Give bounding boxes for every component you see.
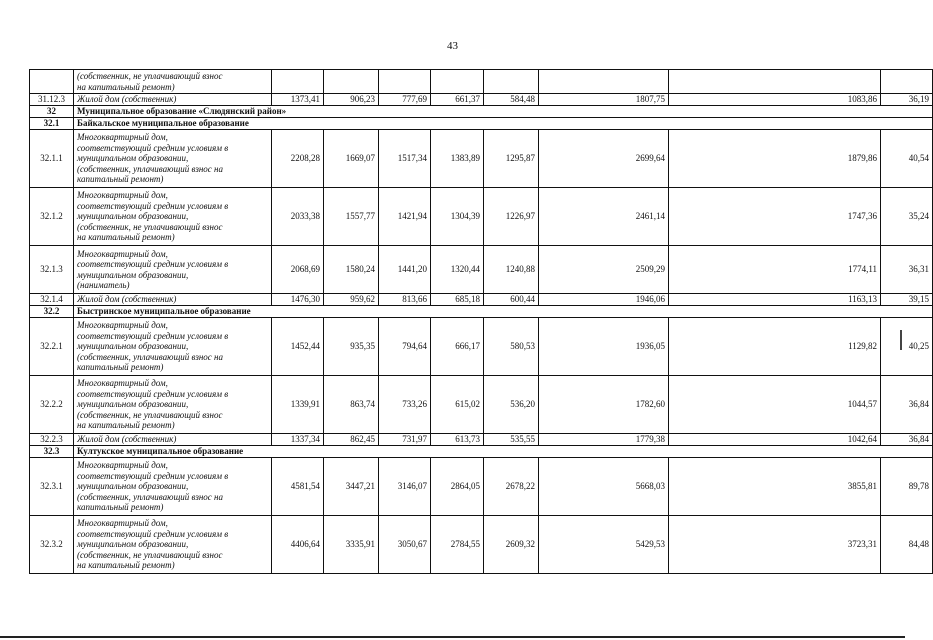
value-cell: 89,78 bbox=[881, 458, 933, 516]
value-cell: 863,74 bbox=[324, 376, 379, 434]
value-cell: 2864,05 bbox=[431, 458, 484, 516]
value-cell: 1044,57 bbox=[669, 376, 881, 434]
value-cell: 5429,53 bbox=[539, 516, 669, 574]
value-cell: 1747,36 bbox=[669, 188, 881, 246]
value-cell: 2784,55 bbox=[431, 516, 484, 574]
value-cell: 3146,07 bbox=[379, 458, 431, 516]
value-cell: 3855,81 bbox=[669, 458, 881, 516]
value-cell: 535,55 bbox=[484, 434, 539, 446]
value-cell bbox=[272, 70, 324, 94]
value-cell: 36,84 bbox=[881, 376, 933, 434]
value-cell bbox=[324, 70, 379, 94]
table-body bbox=[30, 70, 933, 574]
value-cell: 1339,91 bbox=[272, 376, 324, 434]
value-cell: 1517,34 bbox=[379, 130, 431, 188]
value-cell: 580,53 bbox=[484, 318, 539, 376]
value-cell: 36,84 bbox=[881, 434, 933, 446]
value-cell: 794,64 bbox=[379, 318, 431, 376]
value-cell bbox=[431, 70, 484, 94]
table-row bbox=[30, 376, 933, 434]
row-number: 32.2.2 bbox=[30, 376, 74, 434]
value-cell: 1320,44 bbox=[431, 246, 484, 294]
value-cell: 733,26 bbox=[379, 376, 431, 434]
housing-type-cell bbox=[74, 516, 272, 574]
row-number: 32.1.3 bbox=[30, 246, 74, 294]
value-cell: 4581,54 bbox=[272, 458, 324, 516]
value-cell: 661,37 bbox=[431, 94, 484, 106]
value-cell: 1163,13 bbox=[669, 294, 881, 306]
value-cell: 2068,69 bbox=[272, 246, 324, 294]
page-number: 43 bbox=[447, 40, 458, 52]
value-cell: 2509,29 bbox=[539, 246, 669, 294]
value-cell: 862,45 bbox=[324, 434, 379, 446]
scan-edge-mark bbox=[900, 330, 902, 350]
housing-type-text: Многоквартирный дом, соответствующий средним условиям в муниципальном образовании, (собственник, не уплачивающий взнос на капитальный ремонт) bbox=[77, 378, 229, 431]
housing-type-text: Жилой дом (собственник) bbox=[77, 94, 177, 105]
value-cell: 1476,30 bbox=[272, 294, 324, 306]
housing-type-text: Многоквартирный дом, соответствующий средним условиям в муниципальном образовании, (наниматель) bbox=[77, 248, 229, 290]
housing-type-cell bbox=[74, 246, 272, 294]
section-row bbox=[30, 446, 933, 458]
value-cell: 1042,64 bbox=[669, 434, 881, 446]
value-cell: 1779,38 bbox=[539, 434, 669, 446]
housing-type-cell bbox=[74, 94, 272, 106]
value-cell: 615,02 bbox=[431, 376, 484, 434]
scan-bottom-edge bbox=[0, 636, 905, 638]
value-cell: 40,54 bbox=[881, 130, 933, 188]
value-cell: 685,18 bbox=[431, 294, 484, 306]
value-cell: 2609,32 bbox=[484, 516, 539, 574]
section-title: Култукское муниципальное образование bbox=[74, 446, 933, 458]
section-row bbox=[30, 118, 933, 130]
value-cell: 35,24 bbox=[881, 188, 933, 246]
value-cell: 84,48 bbox=[881, 516, 933, 574]
value-cell: 1807,75 bbox=[539, 94, 669, 106]
table-row bbox=[30, 130, 933, 188]
value-cell: 1774,11 bbox=[669, 246, 881, 294]
value-cell: 3447,21 bbox=[324, 458, 379, 516]
housing-type-text: Жилой дом (собственник) bbox=[77, 434, 177, 445]
row-number: 32.1.1 bbox=[30, 130, 74, 188]
row-number: 32.2.1 bbox=[30, 318, 74, 376]
housing-type-cell bbox=[74, 376, 272, 434]
section-title: Муниципальное образование «Слюдянский район» bbox=[74, 106, 933, 118]
table-row bbox=[30, 94, 933, 106]
value-cell bbox=[484, 70, 539, 94]
tariff-table bbox=[29, 69, 933, 574]
table-row bbox=[30, 318, 933, 376]
value-cell bbox=[379, 70, 431, 94]
housing-type-cell bbox=[74, 130, 272, 188]
housing-type-cell bbox=[74, 318, 272, 376]
housing-type-cell bbox=[74, 70, 272, 94]
housing-type-text: Жилой дом (собственник) bbox=[77, 294, 177, 305]
value-cell: 1421,94 bbox=[379, 188, 431, 246]
value-cell: 1879,86 bbox=[669, 130, 881, 188]
value-cell: 1373,41 bbox=[272, 94, 324, 106]
section-number: 32 bbox=[30, 106, 74, 118]
value-cell bbox=[669, 70, 881, 94]
value-cell: 1946,06 bbox=[539, 294, 669, 306]
value-cell: 1129,82 bbox=[669, 318, 881, 376]
value-cell: 666,17 bbox=[431, 318, 484, 376]
row-number: 31.12.3 bbox=[30, 94, 74, 106]
table-row bbox=[30, 458, 933, 516]
value-cell: 813,66 bbox=[379, 294, 431, 306]
value-cell: 1452,44 bbox=[272, 318, 324, 376]
value-cell: 1936,05 bbox=[539, 318, 669, 376]
housing-type-cell bbox=[74, 458, 272, 516]
value-cell bbox=[881, 70, 933, 94]
housing-type-text: Многоквартирный дом, соответствующий средним условиям в муниципальном образовании, (собственник, уплачивающий взнос на капитальный ремонт) bbox=[77, 460, 229, 513]
row-number bbox=[30, 70, 74, 94]
value-cell: 1295,87 bbox=[484, 130, 539, 188]
row-number: 32.1.2 bbox=[30, 188, 74, 246]
value-cell: 613,73 bbox=[431, 434, 484, 446]
section-number: 32.1 bbox=[30, 118, 74, 130]
value-cell: 2699,64 bbox=[539, 130, 669, 188]
value-cell: 1580,24 bbox=[324, 246, 379, 294]
row-number: 32.1.4 bbox=[30, 294, 74, 306]
table-row bbox=[30, 188, 933, 246]
value-cell: 906,23 bbox=[324, 94, 379, 106]
value-cell: 536,20 bbox=[484, 376, 539, 434]
section-number: 32.2 bbox=[30, 306, 74, 318]
housing-type-text: Многоквартирный дом, соответствующий средним условиям в муниципальном образовании, (собственник, не уплачивающий взнос на капитальный ремонт) bbox=[77, 190, 229, 243]
value-cell: 2461,14 bbox=[539, 188, 669, 246]
housing-type-cell bbox=[74, 434, 272, 446]
section-number: 32.3 bbox=[30, 446, 74, 458]
section-title: Быстринское муниципальное образование bbox=[74, 306, 933, 318]
table-row bbox=[30, 516, 933, 574]
value-cell: 36,19 bbox=[881, 94, 933, 106]
value-cell: 1782,60 bbox=[539, 376, 669, 434]
housing-type-text: (собственник, не уплачивающий взнос на капитальный ремонт) bbox=[77, 71, 223, 92]
value-cell: 2208,28 bbox=[272, 130, 324, 188]
section-row bbox=[30, 306, 933, 318]
value-cell: 39,15 bbox=[881, 294, 933, 306]
value-cell: 1669,07 bbox=[324, 130, 379, 188]
value-cell: 3335,91 bbox=[324, 516, 379, 574]
value-cell: 1304,39 bbox=[431, 188, 484, 246]
housing-type-cell bbox=[74, 294, 272, 306]
value-cell: 731,97 bbox=[379, 434, 431, 446]
value-cell: 4406,64 bbox=[272, 516, 324, 574]
value-cell: 584,48 bbox=[484, 94, 539, 106]
value-cell: 1383,89 bbox=[431, 130, 484, 188]
value-cell: 36,31 bbox=[881, 246, 933, 294]
value-cell: 935,35 bbox=[324, 318, 379, 376]
table-row bbox=[30, 434, 933, 446]
value-cell: 2678,22 bbox=[484, 458, 539, 516]
section-row bbox=[30, 106, 933, 118]
section-title: Байкальское муниципальное образование bbox=[74, 118, 933, 130]
row-number: 32.3.1 bbox=[30, 458, 74, 516]
value-cell: 600,44 bbox=[484, 294, 539, 306]
value-cell: 3050,67 bbox=[379, 516, 431, 574]
value-cell: 40,25 bbox=[881, 318, 933, 376]
row-number: 32.2.3 bbox=[30, 434, 74, 446]
row-number: 32.3.2 bbox=[30, 516, 74, 574]
value-cell: 3723,31 bbox=[669, 516, 881, 574]
value-cell: 777,69 bbox=[379, 94, 431, 106]
value-cell: 2033,38 bbox=[272, 188, 324, 246]
value-cell: 1240,88 bbox=[484, 246, 539, 294]
housing-type-text: Многоквартирный дом, соответствующий средним условиям в муниципальном образовании, (собственник, не уплачивающий взнос на капитальный ремонт) bbox=[77, 518, 229, 571]
housing-type-text: Многоквартирный дом, соответствующий средним условиям в муниципальном образовании, (собственник, уплачивающий взнос на капитальный ремонт) bbox=[77, 320, 229, 373]
table-row bbox=[30, 246, 933, 294]
table-row bbox=[30, 70, 933, 94]
value-cell: 1557,77 bbox=[324, 188, 379, 246]
housing-type-cell bbox=[74, 188, 272, 246]
value-cell: 1441,20 bbox=[379, 246, 431, 294]
table-row bbox=[30, 294, 933, 306]
value-cell bbox=[539, 70, 669, 94]
value-cell: 5668,03 bbox=[539, 458, 669, 516]
housing-type-text: Многоквартирный дом, соответствующий средним условиям в муниципальном образовании, (собственник, уплачивающий взнос на капитальный ремонт) bbox=[77, 132, 229, 185]
value-cell: 1083,86 bbox=[669, 94, 881, 106]
value-cell: 959,62 bbox=[324, 294, 379, 306]
value-cell: 1337,34 bbox=[272, 434, 324, 446]
value-cell: 1226,97 bbox=[484, 188, 539, 246]
